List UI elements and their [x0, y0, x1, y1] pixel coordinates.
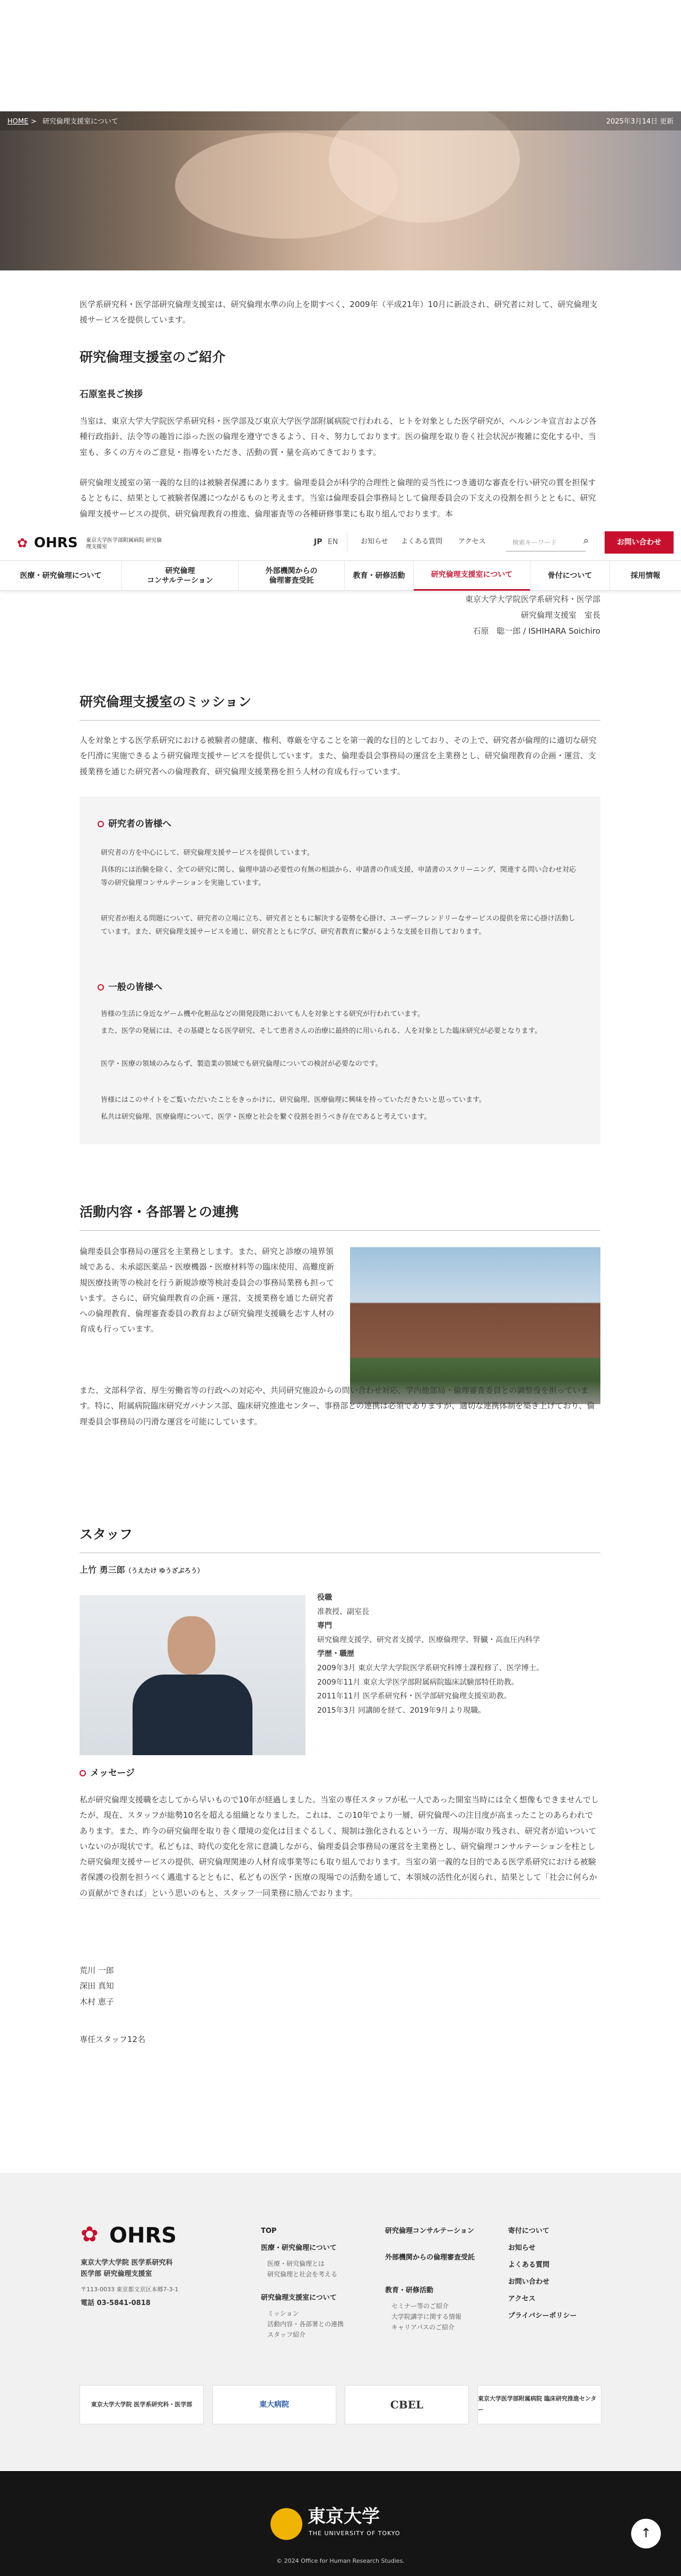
footer-tel — [81, 2297, 151, 2310]
footer-sublink[interactable]: セミナー等のご紹介 — [391, 2302, 449, 2310]
footer-sublink[interactable]: 大学院講学に関する情報 — [391, 2313, 462, 2320]
career-item: 2009年11月 東京大学医学部附属病院臨床試験部特任助教。 — [317, 1678, 519, 1687]
box-heading-public — [98, 979, 162, 996]
section-title-mission: 研究倫理支援室のミッション — [80, 689, 600, 721]
tel-number[interactable]: 03-5841-0818 — [97, 2299, 151, 2307]
section-title-intro: 研究倫理支援室のご紹介 — [80, 349, 226, 365]
greeting-paragraph-1: 当室は、東京大学大学院医学系研究科・医学部及び東京大学医学部附属病院で行われる、ヒトを対象とした医学研究が、ヘルシンキ宣言および各種行政指針、法令等の趣旨に添った医の倫理を遵守できるよう、日々、努力しております。医の倫理を取り巻く社会状況が複雑に変化する中、当室も、多くの方々のご意見・指導をいただき、活動の質・量を高めてきております。 — [80, 416, 597, 457]
footer-link-access[interactable]: アクセス — [508, 2295, 536, 2303]
divider — [80, 1898, 600, 1899]
nav-label: 骨付について — [547, 571, 592, 580]
breadcrumb-separator: > — [31, 118, 37, 126]
box-heading-text: 研究者の皆様へ — [108, 819, 171, 829]
box-heading-researchers — [98, 816, 171, 833]
mission-text: 人を対象とする医学系研究における被験者の健康、権利、尊厳を守ることを第一義的な目的としており、その上で、研究者が倫理的に適切な研究を円滑に実施できるよう研究倫理支援サービスを提供しています。また、倫理委員会事務局の運営を主業務とし、研究倫理教育の企画・運営、支援業務を通じた研究者への倫理教育、研究倫理支援業務を担う人材の育成も行っています。 — [80, 735, 597, 776]
role-value: 准教授、副室長 — [317, 1607, 369, 1616]
career-item: 2009年3月 東京大学大学院医学系研究科博士課程修了、医学博士。 — [317, 1663, 544, 1672]
search-box[interactable] — [506, 533, 586, 551]
logo-mark-icon: ✿ — [17, 536, 28, 550]
message-text: 私が研究倫理支援職を志してから早いもので10年が経過しました。当室の専任スタッフが私一人であった開室当時には全く想像もできませんでしたが、現在、スタッフが総勢10名を超える組織となりました。これは、この10年でより一層、研究倫理への注目度が高まったことのあらわれであります。また、昨今の研究倫理を取り巻く環境の変化は目まぐるしく、規制は強化されるという一方、現場が取り残され、研究者が追いついていないのが現状です。私どもは、時代の変化を常に意識しながら、倫理委員会事務局の運営を主業務とし、研究倫理コンサルテーションを柱とした研究倫理支援サービスの提供、研究倫理関連の人材育成事業等にも取り組んでおります。当室の第一義的な目的である医学系研究における被験者保護の役割を担うべく邁進するとともに、私どもの医学・医療の現場での活動を通して、本領域の活性化が図られ、結果として「社会に何らかの貢献ができれば」という思いのもと、スタッフ一同業務に励んでおります。 — [80, 1795, 599, 1898]
circle-bullet-icon — [98, 984, 104, 991]
circle-bullet-icon — [98, 821, 104, 827]
contact-button[interactable]: お問い合わせ — [605, 531, 674, 554]
nav-label: 採用情報 — [631, 571, 660, 580]
message-heading-text: メッセージ — [90, 1768, 135, 1778]
staff-name-text: 上竹 勇三郎 — [80, 1565, 125, 1575]
partner-banner-cbel[interactable]: CBEL — [345, 2385, 469, 2424]
staff-member: 木村 恵子 — [80, 1996, 114, 2007]
search-icon[interactable]: ⌕ — [583, 535, 589, 546]
signature-title: 研究倫理支援室 室長 — [520, 610, 600, 620]
footer-logo-text: OHRS — [109, 2223, 177, 2248]
footer-link-privacy[interactable]: プライバシーポリシー — [508, 2312, 577, 2320]
footer-sublink[interactable]: ミッション — [267, 2310, 299, 2317]
nav-consultation[interactable] — [122, 561, 239, 591]
intro-text: 医学系研究科・医学部研究倫理支援室は、研究倫理水準の向上を期すべく、2009年（平成21年）10月に新設され、研究者に対して、研究倫理支援サービスを提供しています。 — [80, 300, 598, 325]
other-staff — [80, 1963, 114, 2010]
logo-mark-icon: ✿ — [81, 2222, 99, 2247]
staff-profile — [317, 1591, 600, 1718]
staff-count: 専任スタッフ12名 — [80, 2035, 146, 2044]
researchers-text-2: 具体的には治験を除く、全ての研究に関し、倫理申請の必要性の有無の相談から、申請書の作成支援、申請書のスクリーニング、関連する問い合わせ対応等の研究倫理コンサルテーションを実施しています。 — [101, 866, 576, 888]
box-heading-text: 一般の皆様へ — [108, 982, 162, 993]
signature-name: 石原 聡一郎 / ISHIHARA Soichiro — [473, 626, 600, 636]
copyright: © 2024 Office for Human Research Studies. — [276, 2557, 405, 2564]
hero-image — [0, 111, 681, 270]
university-name-en: THE UNIVERSITY OF TOKYO — [309, 2530, 400, 2537]
staff-member: 荒川 一郎 — [80, 1966, 114, 1975]
main-nav — [0, 561, 681, 591]
footer-link-news[interactable]: お知らせ — [508, 2244, 536, 2252]
public-text-2: また、医学の発展には、その基礎となる医学研究、そして患者さんの治療に最終的に用いられる、人を対象とした臨床研究が必要となります。 — [101, 1027, 542, 1035]
nav-label: 教育・研修活動 — [353, 571, 405, 580]
footer-sublink[interactable]: キャリアパスのご紹介 — [391, 2324, 455, 2331]
public-text-5: 私共は研究倫理、医療倫理について、医学・医療と社会を繋ぐ役割を担うべき存在であると考えています。 — [101, 1113, 431, 1121]
section-title-staff: スタッフ — [80, 1522, 600, 1553]
back-to-top-button[interactable] — [631, 2519, 661, 2548]
nav-ethics[interactable] — [0, 561, 122, 591]
activity-text-2: また、文部科学省、厚生労働省等の行政への対応や、共同研究施設からの問い合わせ対応、学内他部局・倫理審査委員との調整役を担っています。特に、附属病院臨床研究ガバナンス部、臨床研究推進センター、事務部との連携は必須でありますが、適切な連携体制を築き上げており、倫理委員会事務局の円滑な運営を可能にしています。 — [80, 1386, 595, 1426]
specialty-value: 研究倫理支援学、研究者支援学、医療倫理学、腎臓・高血圧内科学 — [317, 1635, 540, 1644]
staff-name — [80, 1562, 204, 1578]
nav-donation[interactable] — [530, 561, 610, 591]
footer-sublink[interactable]: 医療・研究倫理とは — [267, 2260, 325, 2267]
logo-subtitle: 東京大学医学部附属病院 研究倫理支援室 — [86, 538, 162, 550]
breadcrumb-current: 研究倫理支援室について — [42, 118, 118, 126]
breadcrumb-home-link[interactable]: HOME — [7, 118, 29, 126]
staff-reading: （うえたけ ゆうざぶろう） — [125, 1567, 204, 1574]
footer-bottom — [0, 2471, 681, 2576]
site-header — [0, 525, 681, 561]
greeting-paragraph-2: 研究倫理支援室の第一義的な目的は被験者保護にあります。倫理委員会が科学的合理性と倫理的妥当性につき適切な審査を行い研究の質を担保するとともに、結果として被験者保護につながるものと考えます。当室は倫理委員会事務局として倫理委員会の下支えの役割を担うとともに、研究倫理支援サービスの提供、研究倫理教育の推進、倫理審査等の各種研修事業にも取り組んでおります。本 — [80, 478, 596, 519]
staff-member: 深田 真知 — [80, 1981, 114, 1991]
header-link-faq[interactable]: よくある質問 — [401, 538, 443, 546]
updated-date: 2025年3月14日 更新 — [606, 118, 674, 126]
footer-sublink[interactable]: スタッフ紹介 — [267, 2331, 306, 2338]
message-heading — [80, 1765, 135, 1782]
footer-link-ethics[interactable]: 医療・研究倫理について — [261, 2244, 337, 2252]
footer-link-education[interactable]: 教育・研修活動 — [385, 2286, 434, 2294]
building-photo — [350, 1247, 600, 1404]
nav-recruit[interactable] — [610, 561, 681, 591]
staff-photo — [80, 1595, 305, 1755]
circle-bullet-icon — [80, 1770, 86, 1776]
breadcrumb — [0, 111, 681, 130]
university-name[interactable]: 東京大学 — [308, 2506, 380, 2527]
footer-link-contact[interactable]: お問い合わせ — [508, 2278, 550, 2286]
footer-link-about[interactable]: 研究倫理支援室について — [261, 2294, 337, 2302]
footer-link-donation[interactable]: 寄付について — [508, 2227, 549, 2235]
footer-org: 東京大学大学院 医学系研究科 医学部 研究倫理支援室 — [81, 2259, 173, 2278]
role-label: 役職 — [317, 1593, 332, 1602]
lang-en[interactable]: EN — [328, 538, 338, 546]
partner-banner-ccr[interactable]: 東京大学医学部附属病院 臨床研究推進センター — [477, 2385, 601, 2424]
activity-text-1: 倫理委員会事務局の運営を主業務とします。また、研究と診療の境界領域である、未承認医薬品・医療機器・医療材料等の臨床使用、高難度新規医療技術等の検討を行う新規診療等検討委員会の事務局業務も担っています。さらに、研究倫理教育の企画・運営、支援業務を通じた研究者への倫理教育、倫理審査委員の教育および研究倫理支援職を志す人材の育成も行っています。 — [80, 1247, 335, 1334]
nav-review[interactable] — [239, 561, 345, 591]
footer-link-consultation[interactable]: 研究倫理コンサルテーション — [385, 2227, 474, 2235]
nav-label: 外部機関からの 倫理審査受託 — [265, 566, 318, 585]
specialty-label: 専門 — [317, 1622, 332, 1631]
header-link-access[interactable]: アクセス — [458, 538, 486, 546]
footer-link-review[interactable]: 外部機関からの倫理審査受託 — [385, 2254, 475, 2262]
footer-address: 〒113-0033 東京都文京区本郷7-3-1 — [81, 2286, 179, 2293]
footer-sublink[interactable]: 研究倫理と社会を考える — [267, 2271, 338, 2278]
researchers-text-1: 研究者の方を中心にして、研究倫理支援サービスを提供しています。 — [101, 849, 314, 857]
lang-jp[interactable]: JP — [314, 538, 322, 546]
public-text-1: 皆様の生活に身近なゲーム機や化粧品などの開発段階においても人を対象とする研究が行われています。 — [101, 1010, 424, 1018]
career-item: 2011年11月 医学系研究科・医学部研究倫理支援室助教。 — [317, 1692, 511, 1701]
public-text-4: 皆様にはこのサイトをご覧いただいたことをきっかけに、研究倫理、医療倫理に興味を持っていただきたいと思っています。 — [101, 1096, 486, 1104]
nav-about[interactable] — [414, 561, 530, 591]
footer-link-faq[interactable]: よくある質問 — [508, 2261, 550, 2269]
partner-banner-med[interactable]: 東京大学大学院 医学系研究科・医学部 — [80, 2385, 204, 2424]
header-link-news[interactable]: お知らせ — [361, 538, 388, 546]
tel-label: 電話 — [81, 2299, 95, 2307]
footer — [0, 2173, 681, 2470]
nav-label: 医療・研究倫理について — [20, 571, 102, 580]
researchers-text-3: 研究者が抱える問題について、研究者の立場に立ち、研究者とともに解決する姿勢を心掛け、ユーザーフレンドリーなサービスの提供を常に心掛け活動しています。また、研究倫理支援サービスを通じ、研究者とともに学び、研究者教育に繋がるような支援を目指しております。 — [101, 915, 575, 936]
nav-education[interactable] — [345, 561, 414, 591]
nav-label: 研究倫理 コンサルテーション — [147, 566, 213, 585]
greeting-heading: 石原室長ご挨拶 — [80, 389, 143, 400]
public-text-3: 医学・医療の領域のみならず、製造業の領域でも研究倫理についての検討が必要なのです。 — [101, 1060, 382, 1068]
arrow-up-icon: ↑ — [640, 2526, 652, 2541]
signature-affiliation: 東京大学大学院医学系研究科・医学部 — [465, 594, 600, 604]
nav-label: 研究倫理支援室について — [431, 571, 513, 580]
search-input[interactable]: 検索キーワード — [512, 539, 557, 546]
footer-sublink[interactable]: 活動内容・各部署との連携 — [267, 2320, 344, 2328]
career-label: 学歴・職歴 — [317, 1650, 354, 1659]
career-item: 2015年3月 同講師を経て、2019年9月より現職。 — [317, 1706, 486, 1715]
logo-text: OHRS — [34, 535, 78, 551]
mission-box — [80, 796, 600, 1144]
footer-link-top[interactable]: TOP — [261, 2227, 277, 2235]
university-emblem-icon — [270, 2508, 302, 2540]
partner-banner-hospital[interactable]: 東大病院 — [212, 2385, 336, 2424]
section-title-activity: 活動内容・各部署との連携 — [80, 1199, 600, 1231]
